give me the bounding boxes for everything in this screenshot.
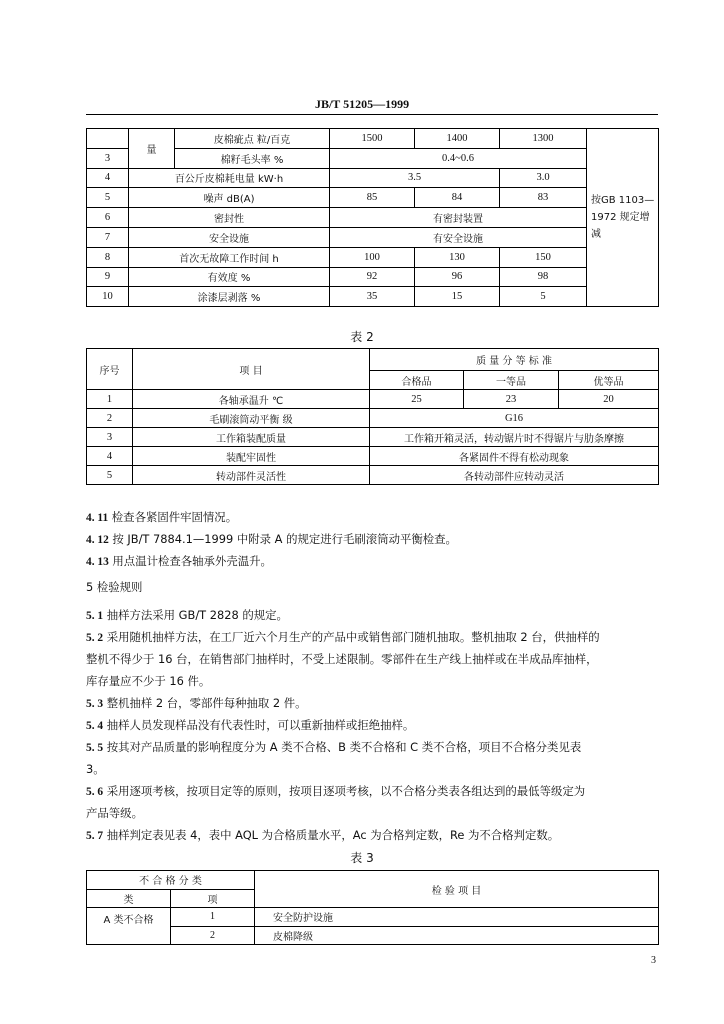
- table-row: [87, 168, 659, 188]
- value-cell: 1400: [415, 129, 500, 149]
- table-row: [87, 447, 659, 466]
- item-cell: 各轴承温升 ℃: [133, 390, 370, 409]
- row-number: 4: [87, 168, 129, 188]
- table-row: [87, 129, 659, 149]
- row-number: 5: [87, 466, 133, 485]
- table-header-row: [87, 871, 659, 890]
- category-cell: 量: [129, 129, 175, 169]
- row-number: 2: [87, 409, 133, 428]
- page-number: 3: [651, 955, 656, 966]
- row-number: 9: [87, 267, 129, 287]
- paragraph: 5. 6 采用逐项考核，按项目定等的原则，按项目逐项考核，以不合格分类表各组达到的最低等级定为: [86, 784, 586, 798]
- header-grade-2: 一等品: [464, 371, 559, 390]
- header-item: 项 目: [133, 349, 370, 390]
- header-grade: 质 量 分 等 标 准: [370, 349, 659, 371]
- item-cell: 皮棉疵点 粒/百克: [175, 129, 330, 149]
- class-cell: A 类不合格: [87, 908, 171, 945]
- check-item-cell: 安全防护设施: [255, 908, 659, 927]
- value-cell: 1300: [500, 129, 587, 149]
- item-cell: 密封性: [129, 208, 330, 228]
- value-cell: G16: [370, 409, 659, 428]
- header-no: 序号: [87, 349, 133, 390]
- item-cell: 工作箱装配质量: [133, 428, 370, 447]
- table-row: [87, 926, 659, 945]
- row-number: 6: [87, 208, 129, 228]
- value-cell: 100: [330, 247, 415, 267]
- item-cell: 有效度 %: [129, 267, 330, 287]
- item-cell: 安全设施: [129, 227, 330, 247]
- value-cell: 3.0: [500, 168, 587, 188]
- item-cell: 百公斤皮棉耗电量 kW·h: [129, 168, 330, 188]
- value-cell: 1500: [330, 129, 415, 149]
- row-number: 4: [87, 447, 133, 466]
- value-cell: 25: [370, 390, 464, 409]
- value-cell: 各紧固件不得有松动现象: [370, 447, 659, 466]
- paragraph: 4. 11 检查各紧固件牢固情况。: [86, 510, 238, 524]
- paragraph: 5. 4 抽样人员发现样品没有代表性时，可以重新抽样或拒绝抽样。: [86, 718, 415, 732]
- table-2-caption: 表 2: [350, 330, 374, 344]
- value-cell: 有密封装置: [330, 208, 587, 228]
- check-item-cell: 皮棉降级: [255, 926, 659, 945]
- value-cell: 83: [500, 188, 587, 208]
- row-number: 5: [87, 188, 129, 208]
- value-cell: 有安全设施: [330, 227, 587, 247]
- section-heading: 5 检验规则: [86, 580, 143, 594]
- header-item-no: 项: [171, 889, 255, 908]
- table-row: [87, 247, 659, 267]
- item-cell: 首次无故障工作时间 h: [129, 247, 330, 267]
- value-cell: 130: [415, 247, 500, 267]
- item-cell: 噪声 dB(A): [129, 188, 330, 208]
- row-number: [87, 129, 129, 149]
- table-row: [87, 208, 659, 228]
- value-cell: 各转动部件应转动灵活: [370, 466, 659, 485]
- item-cell: 毛刷滚筒动平衡 级: [133, 409, 370, 428]
- item-cell: 转动部件灵活性: [133, 466, 370, 485]
- remark-cell: 按GB 1103—1972 规定增减: [587, 129, 659, 307]
- item-no-cell: 1: [171, 908, 255, 927]
- value-cell: 0.4~0.6: [330, 148, 587, 168]
- value-cell: 15: [415, 287, 500, 307]
- value-cell: 23: [464, 390, 559, 409]
- table-1: [86, 128, 659, 307]
- row-number: 3: [87, 428, 133, 447]
- item-cell: 棉籽毛头率 %: [175, 148, 330, 168]
- value-cell: 150: [500, 247, 587, 267]
- paragraph: 5. 7 抽样判定表见表 4，表中 AQL 为合格质量水平，Ac 为合格判定数，Re 为不合格判定数。: [86, 828, 560, 842]
- row-number: 3: [87, 148, 129, 168]
- item-cell: 涂漆层剥落 %: [129, 287, 330, 307]
- header-classification: 不 合 格 分 类: [87, 871, 255, 890]
- value-cell: 35: [330, 287, 415, 307]
- table-row: [87, 267, 659, 287]
- value-cell: 5: [500, 287, 587, 307]
- paragraph: 5. 5 按其对产品质量的影响程度分为 A 类不合格、B 类不合格和 C 类不合格，项目不合格分类见表: [86, 740, 582, 754]
- header-class: 类: [87, 889, 171, 908]
- table-3-caption: 表 3: [350, 851, 374, 865]
- header-grade-1: 合格品: [370, 371, 464, 390]
- value-cell: 96: [415, 267, 500, 287]
- value-cell: 20: [559, 390, 659, 409]
- value-cell: 工作箱开箱灵活，转动锯片时不得锯片与肋条摩擦: [370, 428, 659, 447]
- paragraph-continuation: 产品等级。: [86, 806, 143, 820]
- paragraph: 5. 2 采用随机抽样方法，在工厂近六个月生产的产品中或销售部门随机抽取。整机抽取 2 台，供抽样的: [86, 630, 600, 644]
- row-number: 7: [87, 227, 129, 247]
- value-cell: 3.5: [330, 168, 500, 188]
- page-header: JB/T 51205—1999: [314, 97, 410, 111]
- table-row: [87, 428, 659, 447]
- table-row: [87, 466, 659, 485]
- table-3: [86, 870, 659, 945]
- table-row: [87, 188, 659, 208]
- table-row: [87, 409, 659, 428]
- item-no-cell: 2: [171, 926, 255, 945]
- value-cell: 98: [500, 267, 587, 287]
- header-grade-3: 优等品: [559, 371, 659, 390]
- table-row: [87, 227, 659, 247]
- paragraph: 4. 13 用点温计检查各轴承外壳温升。: [86, 554, 272, 568]
- row-number: 8: [87, 247, 129, 267]
- table-row: [87, 908, 659, 927]
- value-cell: 85: [330, 188, 415, 208]
- paragraph-continuation: 库存量应不少于 16 件。: [86, 674, 211, 688]
- paragraph: 5. 1 抽样方法采用 GB/T 2828 的规定。: [86, 608, 288, 622]
- paragraph-continuation: 整机不得少于 16 台，在销售部门抽样时，不受上述限制。零部件在生产线上抽样或在半成品库抽样，: [86, 652, 598, 666]
- table-2: [86, 348, 659, 485]
- table-row: [87, 287, 659, 307]
- header-check-items: 检 验 项 目: [255, 871, 659, 908]
- table-row: [87, 390, 659, 409]
- paragraph: 5. 3 整机抽样 2 台，零部件每种抽取 2 件。: [86, 696, 307, 710]
- row-number: 10: [87, 287, 129, 307]
- table-header-row: [87, 349, 659, 371]
- value-cell: 92: [330, 267, 415, 287]
- row-number: 1: [87, 390, 133, 409]
- item-cell: 装配牢固性: [133, 447, 370, 466]
- value-cell: 84: [415, 188, 500, 208]
- paragraph-continuation: 3。: [86, 762, 105, 776]
- header-rule: [86, 114, 658, 115]
- paragraph: 4. 12 按 JB/T 7884.1—1999 中附录 A 的规定进行毛刷滚筒动平衡检查。: [86, 532, 457, 546]
